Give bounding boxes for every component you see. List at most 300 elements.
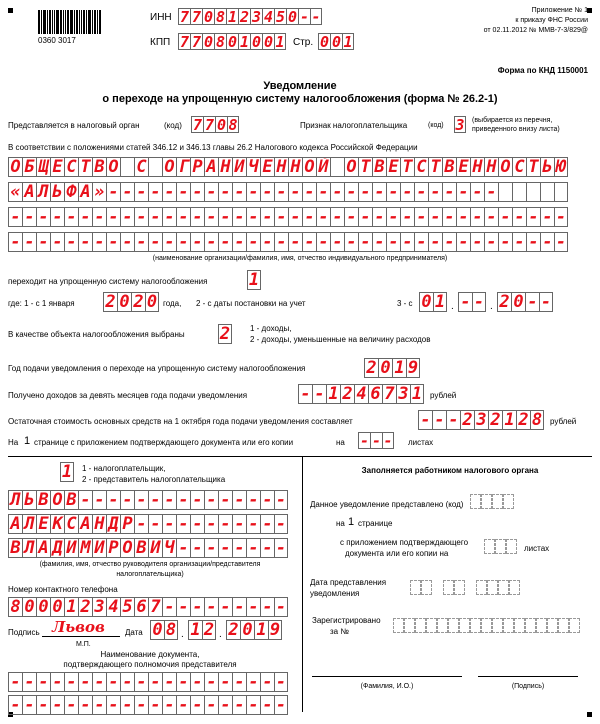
stamp-place-label: М.П.	[76, 641, 91, 648]
tax-object-option-2: 2 - доходы, уменьшенные на величину расходов	[250, 335, 431, 344]
char-cell: -	[190, 672, 204, 692]
char-cell: И	[92, 538, 106, 558]
char-cell: -	[260, 514, 274, 534]
char-cell: -	[232, 207, 246, 227]
char-cell: К	[50, 514, 64, 534]
char-cell: -	[8, 207, 22, 227]
authority-doc-row-1[interactable]	[8, 672, 288, 692]
char-cell: Е	[260, 157, 274, 177]
char-cell: -	[64, 672, 78, 692]
char-cell: 0	[36, 597, 50, 617]
char-cell: -	[134, 207, 148, 227]
char-cell	[148, 157, 162, 177]
char-cell: -	[190, 695, 204, 715]
first-name-field[interactable]	[8, 514, 288, 534]
char-cell: -	[64, 695, 78, 715]
char-cell: -	[358, 232, 372, 252]
signer-option-1: 1 - налогоплательщик,	[82, 464, 166, 473]
char-cell: -	[22, 232, 36, 252]
char-cell: 0	[203, 33, 214, 50]
residual-value-label: Остаточная стоимость основных средств на 1 октября года подачи уведомления составляет	[8, 417, 353, 426]
char-cell: 8	[215, 33, 226, 50]
char-cell: 1	[227, 8, 238, 25]
char-cell: 7	[382, 384, 396, 404]
char-cell: -	[456, 207, 470, 227]
char-cell: 3	[455, 116, 465, 133]
char-cell: -	[78, 672, 92, 692]
char-cell: 0	[22, 597, 36, 617]
char-cell: 8	[165, 620, 177, 640]
presented-code-field[interactable]	[470, 494, 514, 509]
char-cell: -	[162, 672, 176, 692]
char-cell: -	[400, 207, 414, 227]
char-cell: Т	[78, 157, 92, 177]
kpp-label: КПП	[150, 37, 171, 48]
char-cell: -	[246, 597, 260, 617]
char-cell: Н	[484, 157, 498, 177]
char-cell: Й	[316, 157, 330, 177]
char-cell: М	[78, 538, 92, 558]
transition-day-field[interactable]	[419, 292, 447, 312]
char-cell: -	[288, 182, 302, 202]
char-cell: -	[218, 207, 232, 227]
char-cell: 0	[319, 33, 330, 50]
char-cell: Д	[106, 514, 120, 534]
tax-object-option-1: 1 - доходы,	[250, 324, 292, 333]
char-cell: -	[78, 232, 92, 252]
char-cell	[512, 182, 526, 202]
char-cell: -	[120, 695, 134, 715]
page-number-field[interactable]	[318, 33, 354, 50]
char-cell: 1	[343, 33, 353, 50]
char-cell	[495, 539, 506, 554]
char-cell	[547, 618, 558, 633]
char-cell: -	[302, 182, 316, 202]
char-cell: 9	[407, 358, 419, 378]
char-cell	[448, 618, 459, 633]
char-cell: Т	[526, 157, 540, 177]
right-sign-caption: (Подпись)	[511, 683, 545, 690]
char-cell: -	[204, 672, 218, 692]
transition-field[interactable]	[247, 270, 261, 290]
date-presented-label-2: уведомления	[310, 589, 360, 598]
char-cell: -	[176, 182, 190, 202]
registered-label-1: Зарегистрировано	[312, 616, 381, 625]
char-cell: -	[78, 490, 92, 510]
char-cell: 2	[103, 292, 117, 312]
date-separator: .	[451, 301, 454, 312]
tax-office-header: Заполняется работником налогового органа	[361, 466, 539, 475]
tax-object-field[interactable]	[218, 324, 232, 344]
char-cell: 7	[191, 8, 202, 25]
char-cell: -	[470, 207, 484, 227]
char-cell: 0	[511, 292, 525, 312]
char-cell: -	[134, 182, 148, 202]
char-cell: -	[190, 232, 204, 252]
char-cell: -	[190, 538, 204, 558]
char-cell: -	[64, 232, 78, 252]
char-cell: 7	[192, 116, 203, 133]
char-cell: -	[22, 207, 36, 227]
char-cell: -	[78, 695, 92, 715]
char-cell: -	[22, 695, 36, 715]
transition-year-suffix: года,	[163, 299, 182, 308]
char-cell: -	[275, 672, 287, 692]
char-cell: -	[302, 207, 316, 227]
appendix-line-3: от 02.11.2012 № ММВ-7-3/829@	[483, 27, 588, 34]
char-cell: -	[92, 672, 106, 692]
char-cell: -	[148, 182, 162, 202]
char-cell: -	[50, 695, 64, 715]
char-cell: -	[120, 182, 134, 202]
char-cell: О	[162, 157, 176, 177]
pages-count: 1	[24, 435, 31, 447]
doc-caption-1: Наименование документа,	[100, 650, 200, 659]
char-cell: -	[344, 232, 358, 252]
char-cell: -	[260, 490, 274, 510]
registered-label-2: за №	[330, 627, 349, 636]
char-cell	[484, 539, 495, 554]
char-cell: С	[64, 514, 78, 534]
char-cell: 5	[275, 8, 286, 25]
char-cell	[492, 618, 503, 633]
char-cell: В	[372, 157, 386, 177]
char-cell: В	[8, 538, 22, 558]
transition-month-field[interactable]	[458, 292, 486, 312]
char-cell: В	[134, 538, 148, 558]
char-cell: -	[92, 232, 106, 252]
char-cell: Ь	[22, 490, 36, 510]
signer-option-2: 2 - представитель налогоплательщика	[82, 475, 226, 484]
char-cell: 2	[226, 620, 240, 640]
char-cell: -	[246, 514, 260, 534]
char-cell: 6	[134, 597, 148, 617]
char-cell: -	[92, 207, 106, 227]
char-cell: 7	[204, 116, 215, 133]
sign-year-field[interactable]	[226, 620, 282, 640]
tax-authority-code-field[interactable]	[191, 116, 239, 133]
char-cell: С	[134, 157, 148, 177]
char-cell: -	[275, 490, 287, 510]
char-cell: 2	[460, 410, 474, 430]
char-cell: -	[383, 432, 393, 449]
char-cell: -	[232, 182, 246, 202]
org-name-row-1[interactable]	[8, 157, 568, 177]
char-cell: А	[204, 157, 218, 177]
char-cell: -	[218, 514, 232, 534]
page-word: странице	[358, 519, 393, 528]
pages-sheets-label: листах	[408, 438, 434, 447]
char-cell: -	[204, 182, 218, 202]
transition-label: переходит на упрощенную систему налогообложения	[8, 277, 208, 286]
char-cell: В	[442, 157, 456, 177]
taxpayer-sign-field[interactable]	[454, 116, 466, 133]
presented-year-field[interactable]	[476, 580, 520, 595]
char-cell: -	[526, 232, 540, 252]
char-cell: -	[371, 432, 382, 449]
char-cell: -	[414, 232, 428, 252]
char-cell: -	[400, 232, 414, 252]
char-cell: -	[330, 182, 344, 202]
char-cell: Ь	[540, 157, 554, 177]
char-cell: -	[275, 514, 287, 534]
char-cell: -	[204, 490, 218, 510]
char-cell: С	[414, 157, 428, 177]
char-cell: 3	[396, 384, 410, 404]
barcode-number: 0360 3017	[38, 36, 76, 45]
char-cell: А	[22, 182, 36, 202]
org-name-row-2[interactable]	[8, 182, 568, 202]
char-cell: Ф	[64, 182, 78, 202]
char-cell: Б	[22, 157, 36, 177]
presented-month-field[interactable]	[443, 580, 465, 595]
char-cell	[509, 580, 520, 595]
date-presented-label-1: Дата представления	[310, 578, 387, 587]
char-cell: -	[176, 490, 190, 510]
char-cell: 8	[8, 597, 22, 617]
char-cell: -	[555, 232, 567, 252]
registration-number-field[interactable]	[393, 618, 580, 633]
phone-field[interactable]	[8, 597, 288, 617]
char-cell	[426, 618, 437, 633]
char-cell: -	[218, 672, 232, 692]
char-cell: И	[148, 538, 162, 558]
phone-label: Номер контактного телефона	[8, 585, 118, 594]
char-cell: -	[358, 207, 372, 227]
char-cell: С	[64, 157, 78, 177]
char-cell: -	[330, 207, 344, 227]
char-cell: Н	[274, 157, 288, 177]
char-cell	[498, 182, 512, 202]
char-cell: -	[359, 432, 370, 449]
char-cell: -	[134, 514, 148, 534]
attach-label-1: с приложением подтверждающего	[340, 538, 469, 547]
char-cell: -	[36, 207, 50, 227]
char-cell: -	[484, 182, 498, 202]
char-cell: 5	[120, 597, 134, 617]
char-cell: -	[456, 182, 470, 202]
char-cell: 2	[131, 292, 145, 312]
income-label: Получено доходов за девять месяцев года подачи уведомления	[8, 391, 248, 400]
char-cell: -	[106, 695, 120, 715]
char-cell: -	[442, 232, 456, 252]
char-cell: -	[162, 597, 176, 617]
char-cell: 2	[203, 620, 215, 640]
char-cell: -	[274, 232, 288, 252]
char-cell: С	[512, 157, 526, 177]
char-cell: -	[260, 538, 274, 558]
transition-year-field[interactable]	[103, 292, 159, 312]
char-cell: -	[512, 207, 526, 227]
char-cell: Н	[470, 157, 484, 177]
char-cell: -	[232, 232, 246, 252]
char-cell: -	[260, 182, 274, 202]
char-cell: -	[358, 182, 372, 202]
char-cell: 3	[92, 597, 106, 617]
char-cell: 2	[340, 384, 354, 404]
org-name-row-3[interactable]	[8, 207, 568, 227]
char-cell: 2	[364, 358, 378, 378]
char-cell: -	[442, 207, 456, 227]
surname-field[interactable]	[8, 490, 288, 510]
char-cell	[526, 182, 540, 202]
char-cell: -	[148, 232, 162, 252]
char-cell: -	[176, 232, 190, 252]
char-cell: -	[148, 695, 162, 715]
char-cell: -	[176, 672, 190, 692]
char-cell: -	[525, 292, 539, 312]
char-cell: В	[64, 490, 78, 510]
char-cell: 1	[392, 358, 406, 378]
transition-option-2: 2 - с даты постановки на учет	[196, 299, 306, 308]
residual-value-field[interactable]	[418, 410, 544, 430]
char-cell: -	[134, 232, 148, 252]
char-cell: -	[432, 410, 446, 430]
pages-middle: странице с приложением подтверждающего документа или его копии	[34, 438, 294, 447]
char-cell: -	[260, 597, 274, 617]
char-cell: -	[512, 232, 526, 252]
char-cell: О	[344, 157, 358, 177]
char-cell: -	[78, 207, 92, 227]
char-cell: -	[260, 232, 274, 252]
char-cell: -	[484, 232, 498, 252]
column-divider	[302, 456, 303, 712]
char-cell: -	[120, 672, 134, 692]
registration-mark	[587, 712, 592, 717]
char-cell: 0	[240, 620, 254, 640]
char-cell: Е	[50, 157, 64, 177]
income-field[interactable]	[298, 384, 424, 404]
char-cell: 2	[516, 410, 530, 430]
signer-type-field[interactable]	[60, 462, 74, 482]
char-cell: 3	[251, 8, 262, 25]
char-cell: -	[8, 672, 22, 692]
char-cell: -	[92, 695, 106, 715]
char-cell: 1	[248, 270, 260, 290]
org-name-row-4[interactable]	[8, 232, 568, 252]
inn-label: ИНН	[150, 12, 172, 23]
char-cell: -	[204, 538, 218, 558]
page-count: 1	[348, 516, 355, 528]
char-cell	[514, 618, 525, 633]
char-cell: -	[246, 207, 260, 227]
taxpayer-sign-label: Признак налогоплательщика	[300, 121, 408, 130]
char-cell	[393, 618, 404, 633]
char-cell	[503, 494, 514, 509]
char-cell: -	[414, 207, 428, 227]
char-cell: -	[473, 292, 485, 312]
char-cell	[120, 157, 134, 177]
doc-caption-2: подтверждающего полномочия представителя	[63, 660, 237, 669]
appendix-line-1: Приложение № 1	[531, 7, 588, 14]
char-cell: -	[274, 207, 288, 227]
char-cell: 8	[215, 8, 226, 25]
char-cell: 1	[254, 620, 268, 640]
char-cell: -	[232, 695, 246, 715]
signature-handwritten: Львов	[52, 618, 105, 636]
char-cell: 8	[531, 410, 543, 430]
date-label: Дата	[125, 628, 143, 637]
char-cell: -	[8, 695, 22, 715]
char-cell: О	[8, 157, 22, 177]
transition-date-year-field[interactable]	[497, 292, 553, 312]
char-cell: А	[78, 514, 92, 534]
char-cell: -	[260, 672, 274, 692]
char-cell: -	[50, 672, 64, 692]
char-cell: 4	[106, 597, 120, 617]
char-cell: -	[232, 514, 246, 534]
kpp-field[interactable]	[178, 33, 286, 50]
filing-year-field[interactable]	[364, 358, 420, 378]
char-cell: 4	[263, 8, 274, 25]
char-cell: -	[275, 597, 287, 617]
tax-authority-label: Представляется в налоговый орган	[8, 121, 140, 130]
char-cell: -	[232, 672, 246, 692]
char-cell: Ь	[50, 182, 64, 202]
char-cell: -	[162, 695, 176, 715]
char-cell	[503, 618, 514, 633]
char-cell: 1	[502, 410, 516, 430]
char-cell: 2	[78, 597, 92, 617]
date-separator: .	[490, 301, 493, 312]
attachment-sheets-field[interactable]	[358, 432, 394, 449]
char-cell: -	[260, 695, 274, 715]
char-cell: -	[218, 490, 232, 510]
sign-month-field[interactable]	[188, 620, 216, 640]
char-cell: -	[204, 207, 218, 227]
char-cell: Л	[22, 514, 36, 534]
char-cell: Л	[8, 490, 22, 510]
char-cell: -	[204, 695, 218, 715]
char-cell: -	[458, 292, 472, 312]
char-cell: 2	[497, 292, 511, 312]
char-cell: -	[400, 182, 414, 202]
char-cell: -	[218, 232, 232, 252]
char-cell	[415, 618, 426, 633]
on-label: на	[336, 519, 345, 528]
registration-mark	[8, 8, 13, 13]
char-cell: И	[64, 538, 78, 558]
received-sheets-field[interactable]	[484, 539, 517, 554]
char-cell: -	[302, 232, 316, 252]
authority-doc-row-2[interactable]	[8, 695, 288, 715]
char-cell: -	[106, 232, 120, 252]
char-cell: -	[498, 232, 512, 252]
char-cell: О	[302, 157, 316, 177]
char-cell: 1	[239, 33, 250, 50]
char-cell	[498, 580, 509, 595]
pages-on: на	[336, 438, 345, 447]
char-cell: -	[232, 490, 246, 510]
legal-basis-text: В соответствии с положениями статей 346.12 и 346.13 главы 26.2 Налогового кодекса Российской Федерации	[8, 143, 418, 152]
char-cell	[470, 494, 481, 509]
char-cell: -	[428, 207, 442, 227]
char-cell: -	[162, 514, 176, 534]
inn-field[interactable]	[178, 8, 322, 25]
char-cell: Т	[428, 157, 442, 177]
char-cell: -	[540, 232, 554, 252]
presented-day-field[interactable]	[410, 580, 432, 595]
income-unit: рублей	[430, 391, 457, 400]
char-cell	[421, 580, 432, 595]
char-cell: -	[274, 182, 288, 202]
char-cell: -	[246, 182, 260, 202]
char-cell: Р	[106, 538, 120, 558]
char-cell: -	[260, 207, 274, 227]
sign-day-field[interactable]	[150, 620, 178, 640]
patronymic-field[interactable]	[8, 538, 288, 558]
char-cell: А	[78, 182, 92, 202]
